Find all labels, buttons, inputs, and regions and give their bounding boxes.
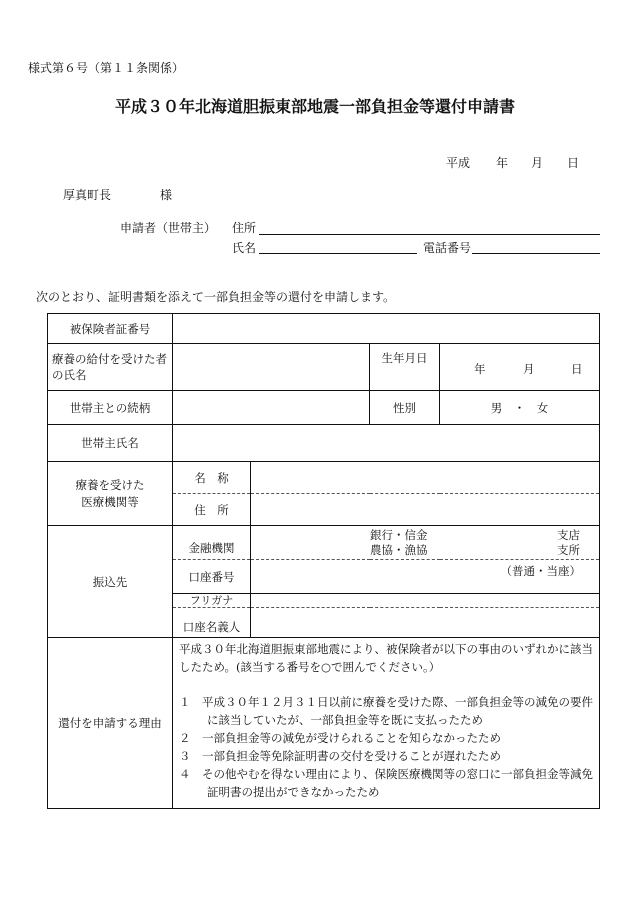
birth-month: 月 xyxy=(523,362,535,376)
phone-field[interactable] xyxy=(472,253,600,254)
birth-date-field[interactable] xyxy=(440,344,600,391)
patient-name-field[interactable] xyxy=(173,344,370,391)
row-institution-name xyxy=(48,462,600,494)
intro-text: 次のとおり、証明書類を添えて一部負担金等の還付を申請します。 xyxy=(36,290,396,304)
document-title: 平成３０年北海道胆振東部地震一部負担金等還付申請書 xyxy=(114,97,515,116)
birth-date-label: 生年月日 xyxy=(370,344,440,391)
addressee-honorific: 様 xyxy=(160,188,173,202)
branch-1: 支店 xyxy=(557,528,580,542)
row-reason xyxy=(48,638,600,809)
bank-label: 金融機関 xyxy=(173,526,251,560)
insured-number-label: 被保険者証番号 xyxy=(48,314,173,344)
row-householder xyxy=(48,425,600,462)
addressee-name: 厚真町長 xyxy=(63,188,112,202)
institution-name-field[interactable] xyxy=(251,462,600,494)
institution-label-line1: 療養を受けた xyxy=(75,477,145,492)
relation-field[interactable] xyxy=(173,391,370,425)
application-table xyxy=(47,313,600,809)
furigana-field[interactable] xyxy=(251,594,600,608)
furigana-label: フリガナ xyxy=(173,594,251,608)
institution-address-field[interactable] xyxy=(251,494,600,526)
row-bank xyxy=(48,526,600,560)
householder-name-field[interactable] xyxy=(173,425,600,462)
relation-label: 世帯主との続柄 xyxy=(48,391,173,425)
reason-item-3[interactable]: ３ 一部負担金等免除証明書の交付を受けることが遅れたため xyxy=(179,749,501,763)
sex-label: 性別 xyxy=(370,391,440,425)
institution-name-label: 名 称 xyxy=(173,462,251,494)
name-field[interactable] xyxy=(259,253,417,254)
patient-name-label xyxy=(48,344,173,391)
birth-year: 年 xyxy=(474,362,486,376)
account-number-field[interactable] xyxy=(251,560,600,594)
date-month: 月 xyxy=(531,156,544,170)
reason-item-2[interactable]: ２ 一部負担金等の減免が受けられることを知らなかったため xyxy=(179,731,501,745)
date-year: 年 xyxy=(496,156,509,170)
patient-name-label-line1: 療養の給付を受けた者 xyxy=(52,352,167,366)
patient-name-label-line2: の氏名 xyxy=(52,368,87,382)
applicant-label: 申請者（世帯主） xyxy=(120,221,217,235)
institution-address-label: 住 所 xyxy=(173,494,251,526)
account-type: （普通・当座） xyxy=(500,564,581,578)
row-insured-number xyxy=(48,314,600,344)
reason-cell xyxy=(173,638,600,809)
account-holder-field[interactable] xyxy=(251,608,600,638)
reason-item-4[interactable]: ４ その他やむを得ない理由により、保険医療機関等の窓口に一部負担金等減免証明書の提出ができなかったため xyxy=(179,767,593,799)
institution-label xyxy=(48,462,173,526)
row-patient xyxy=(48,344,600,391)
reason-item-1[interactable]: １ 平成３０年１２月３１日以前に療養を受けた際、一部負担金等の減免の要件に該当していたが、一部負担金等を既に支払ったため xyxy=(179,695,593,727)
address-field[interactable] xyxy=(259,234,600,235)
insured-number-field[interactable] xyxy=(173,314,600,344)
form-number: 様式第６号（第１１条関係） xyxy=(28,61,185,75)
householder-name-label: 世帯主氏名 xyxy=(48,425,173,462)
row-relation xyxy=(48,391,600,425)
date-era: 平成 xyxy=(446,156,471,170)
bank-field[interactable] xyxy=(251,526,600,560)
name-label: 氏名 xyxy=(232,241,257,255)
branch-2: 支所 xyxy=(557,543,580,557)
sex-options[interactable]: 男 ・ 女 xyxy=(440,391,600,425)
birth-day: 日 xyxy=(571,362,583,376)
bank-type-1: 銀行・信金 xyxy=(370,528,428,542)
phone-label: 電話番号 xyxy=(423,241,472,255)
account-number-label: 口座番号 xyxy=(173,560,251,594)
date-day: 日 xyxy=(567,156,580,170)
bank-type-2: 農協・漁協 xyxy=(370,543,428,557)
institution-label-line2: 医療機関等 xyxy=(81,494,139,509)
account-holder-label: 口座名義人 xyxy=(173,608,251,638)
address-label: 住所 xyxy=(232,221,257,235)
transfer-label: 振込先 xyxy=(48,526,173,638)
reason-label: 還付を申請する理由 xyxy=(48,638,173,809)
reason-lead: 平成３０年北海道胆振東部地震により、被保険者が以下の事由のいずれかに該当したため。(該当する番号を○で囲んでください。） xyxy=(179,642,593,674)
